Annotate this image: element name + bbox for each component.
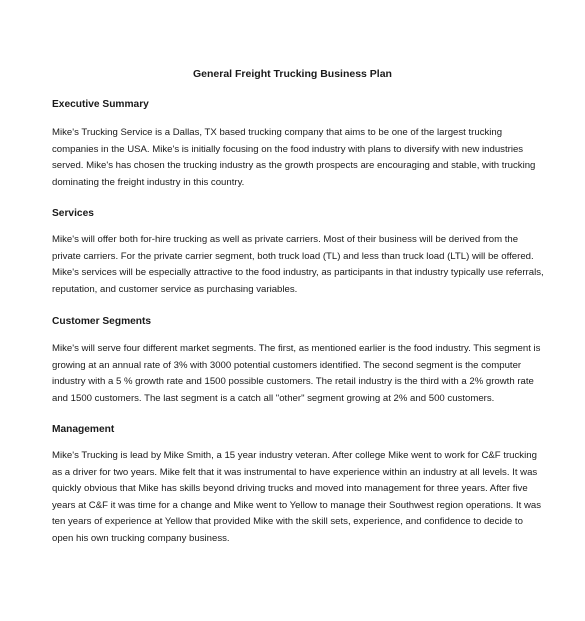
paragraph-line: years at C&F it was time for a change and Mike went to Yellow to manage their Southwest region operations. It was xyxy=(52,499,542,511)
section-heading-management: Management xyxy=(52,424,115,435)
paragraph-line: Mike's will serve four different market segments. The first, as mentioned earlier is the food industry. This segment is xyxy=(52,343,541,354)
paragraph-line: Mike's services will be especially attractive to the food industry, as participants in that industry typically use referrals, xyxy=(52,267,544,278)
paragraph-line: ten years of experience at Yellow that provided Mike with the skill sets, experience, and confidence to decide to xyxy=(52,516,523,527)
section-body-services xyxy=(52,232,542,298)
paragraph-line: Mike's Trucking Service is a Dallas, TX based trucking company that aims to be one of the largest trucking xyxy=(52,127,503,138)
paragraph-line: reputation, and customer service as purchasing variables. xyxy=(52,283,298,295)
section-body-executive-summary xyxy=(52,125,542,191)
paragraph-line: Mike's will offer both for-hire trucking as well as private carriers. Most of their business will be derived from the xyxy=(52,234,519,245)
paragraph-line: private carriers. For the private carrier segment, both truck load (TL) and less than truck load (LTL) will be offered. xyxy=(52,250,534,262)
paragraph-line: dominating the freight industry in this country. xyxy=(52,176,245,188)
paragraph-line: quickly obvious that Mike has skills beyond driving trucks and moved into management for three years. After five xyxy=(52,483,528,494)
section-heading-customer-segments: Customer Segments xyxy=(52,316,152,327)
document-title: General Freight Trucking Business Plan xyxy=(193,68,392,80)
paragraph-line: and 1500 customers. The last segment is a catch all "other" segment growing at 2% and 500 customers. xyxy=(52,392,495,404)
paragraph-line: growing at an annual rate of 3% with 3000 potential customers identified. The second segment is the computer xyxy=(52,359,522,371)
paragraph-line: served. Mike's has chosen the trucking industry as the growth prospects are encouraging and stable, with trucking xyxy=(52,160,536,171)
paragraph-line: industry with a 5 % growth rate and 1500 possible customers. The retail industry is the third with a 2% growth rate xyxy=(52,376,534,387)
section-body-management xyxy=(52,448,542,547)
paragraph-line: open his own trucking company business. xyxy=(52,532,230,544)
section-heading-executive-summary: Executive Summary xyxy=(52,99,149,110)
paragraph-line: Mike's Trucking is lead by Mike Smith, a 15 year industry veteran. After college Mike went to work for C&F trucking xyxy=(52,450,537,461)
paragraph-line: as a driver for two years. Mike felt that it was instrumental to have experience within an industry at all levels. It was xyxy=(52,466,538,478)
section-heading-services: Services xyxy=(52,208,94,219)
section-body-customer-segments xyxy=(52,341,542,407)
paragraph-line: companies in the USA. Mike's is initially focusing on the food industry with plans to diversify with new industries xyxy=(52,143,524,155)
